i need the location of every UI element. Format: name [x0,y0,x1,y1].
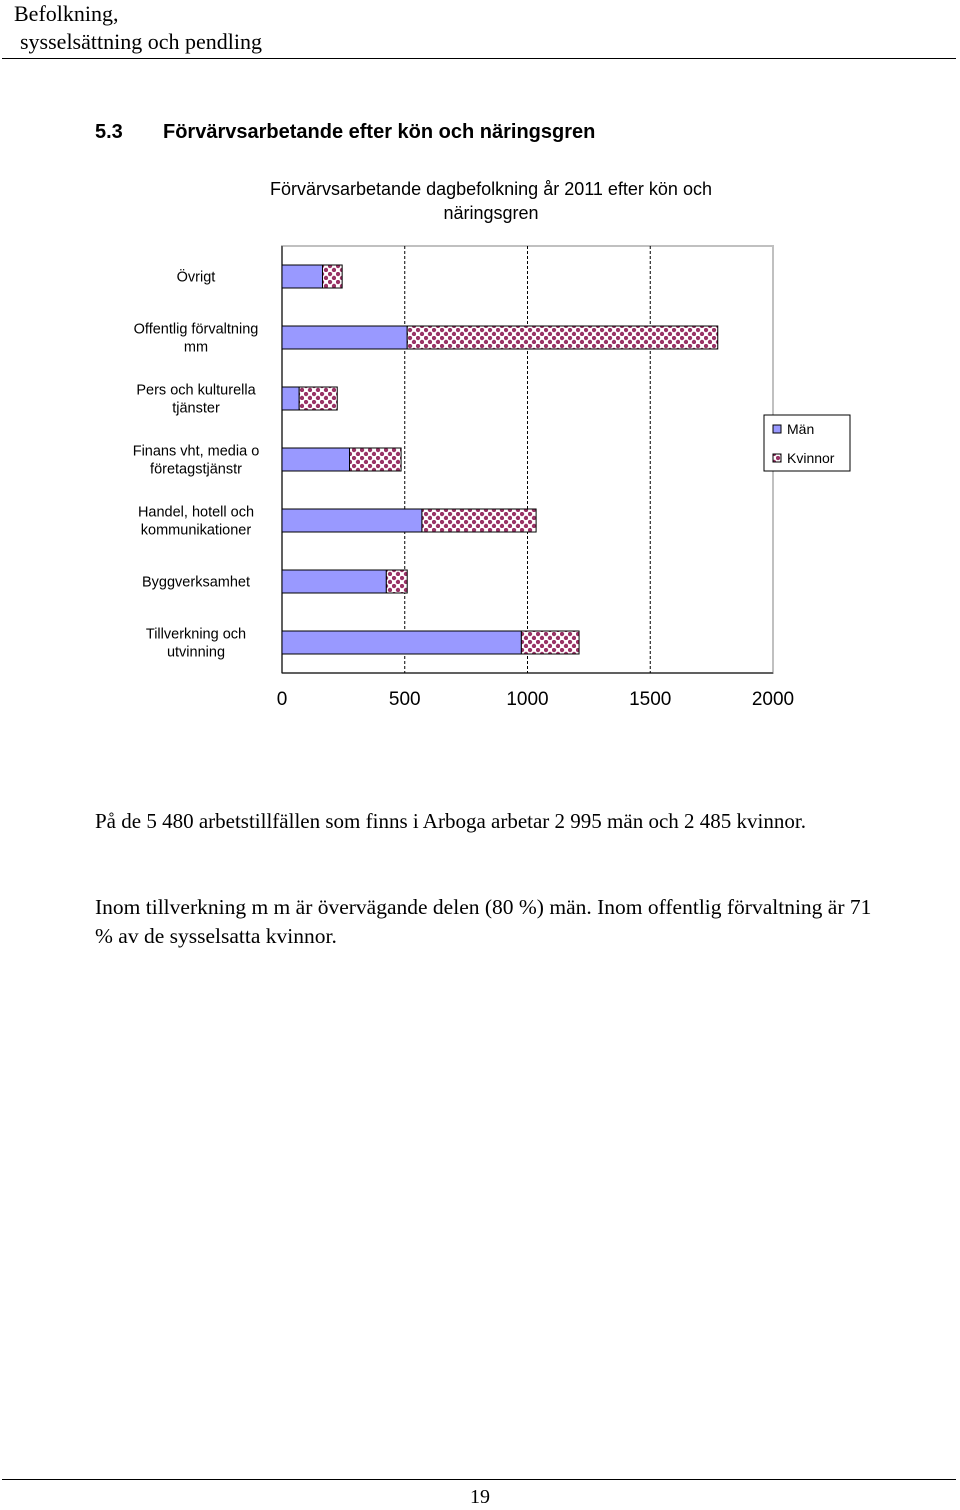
bar-kvinnor [521,631,579,654]
x-tick-label: 2000 [751,689,795,710]
page-header [14,0,262,56]
category-label: Byggverksamhet [142,574,250,591]
paragraph-industry: Inom tillverkning m m är övervägande delen (80 %) män. Inom offentlig förvaltning är 71 % av de sysselsatta kvinnor. [95,895,872,948]
x-tick-label: 500 [388,689,421,710]
bar-man [282,509,422,532]
bar-kvinnor [386,570,407,593]
paragraph-employment: På de 5 480 arbetstillfällen som finns i Arboga arbetar 2 995 män och 2 485 kvinnor. [95,809,806,833]
header-line-1: Befolkning, [14,1,119,26]
category-label: Handel, hotell och [137,504,255,521]
bar-man [282,387,299,410]
footer-divider [2,1479,956,1480]
category-label: Finans vht, media o [132,443,260,460]
category-label: kommunikationer [140,522,252,539]
legend-swatch-kvinnor [773,454,781,462]
bar-man [282,631,521,654]
section-title: Förvärvsarbetande efter kön och näringsgren [163,121,596,143]
x-tick-label: 1500 [629,689,672,710]
legend-swatch-man [773,425,781,433]
category-label: Offentlig förvaltning [133,321,259,338]
x-tick-label: 1000 [506,689,549,710]
bar-man [282,326,407,349]
category-label: Övrigt [176,269,216,286]
page-number: 19 [470,1486,490,1508]
bar-man [282,570,386,593]
bar-chart [0,160,960,720]
chart-legend [764,415,850,471]
category-label: företagstjänstr [150,461,242,478]
legend-label-kvinnor: Kvinnor [787,450,835,466]
x-tick-label: 0 [276,689,288,710]
bar-kvinnor [350,448,402,471]
bar-man [282,265,323,288]
category-label: Tillverkning och [145,626,247,643]
bar-kvinnor [422,509,536,532]
bar-kvinnor [323,265,343,288]
bar-kvinnor [299,387,337,410]
header-divider [2,58,956,59]
bar-kvinnor [407,326,718,349]
category-label: Pers och kulturella [136,382,256,399]
section-number: 5.3 [95,121,123,143]
category-label: tjänster [172,400,220,417]
bar-man [282,448,350,471]
section-heading [95,121,595,144]
chart-title-line-2: näringsgren [443,203,539,223]
category-label: utvinning [166,644,226,661]
legend-label-man: Män [787,421,815,437]
category-label: mm [183,339,209,356]
header-line-2: sysselsättning och pendling [20,29,262,54]
chart-title-line-1: Förvärvsarbetande dagbefolkning år 2011 efter kön och [270,179,712,199]
